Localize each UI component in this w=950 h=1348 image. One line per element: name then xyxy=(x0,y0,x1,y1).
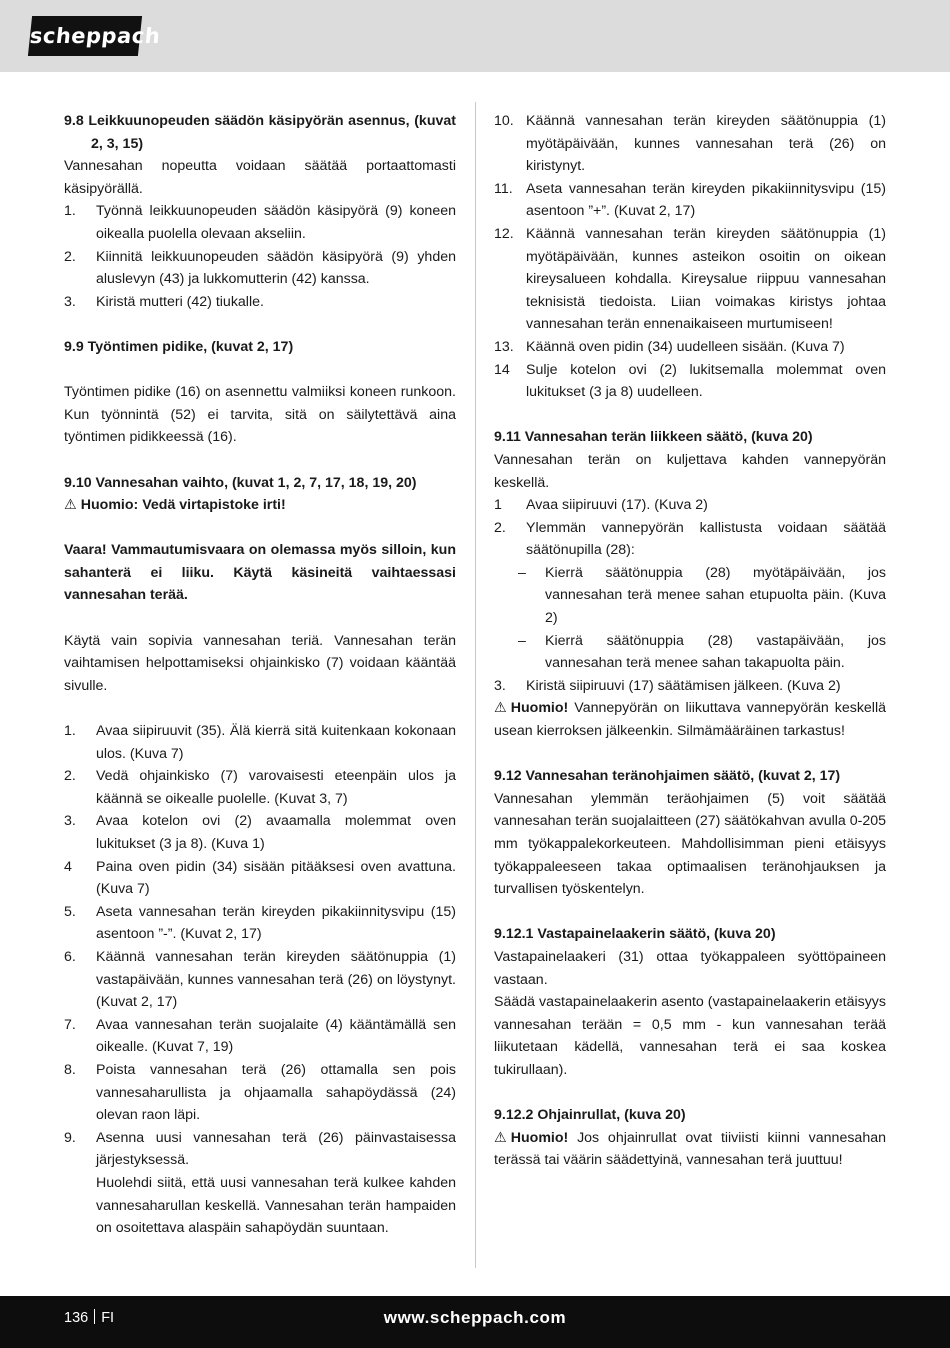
list-item: 9. Asenna uusi vannesahan terä (26) päinvastaisessa järjestyksessä. xyxy=(64,1129,456,1169)
section-9-10-danger: Vaara! Vammautumisvaara on olemassa myös silloin, kun sahanterä ei liiku. Käytä käsineitä vaihtaessasi vannesahan terää. xyxy=(64,542,456,604)
list-item: 3. Kiristä siipiruuvi (17) säätämisen jälkeen. (Kuva 2) xyxy=(494,677,841,694)
section-9-9-text: Työntimen pidike (16) on asennettu valmiiksi koneen runkoon. Kun työnnintä (52) ei tarvita, sitä on säilytettävä aina työntimen pidikkeessä (16). xyxy=(64,384,456,446)
list-item: 10. Käännä vannesahan terän kireyden säätönuppia (1) myötäpäivään, kunnes vannesahan terä (26) on kiristynyt. xyxy=(494,113,886,175)
list-item: 8. Poista vannesahan terä (26) ottamalla sen pois vannesaharullista ja ohjaamalla sahapöydässä (24) olevan raon läpi. xyxy=(64,1061,456,1124)
footer-bar xyxy=(0,1296,950,1348)
list-item: 3. Avaa kotelon ovi (2) avaamalla molemmat oven lukitukset (3 ja 8). (Kuva 1) xyxy=(64,813,456,852)
left-column xyxy=(64,110,456,1240)
section-9-10-note: Huolehdi siitä, että uusi vannesahan terä kulkee kahden vannesaharullan keskellä. Vannesahan terän hampaiden on osoitettava alaspäin sahapöydän suuntaan. xyxy=(96,1174,456,1237)
warning-triangle-icon: ⚠ xyxy=(494,700,507,717)
list-item: 2. Kiinnitä leikkuunopeuden säädön käsipyörä (9) yhden aluslevyn (43) ja lukkomutterin (42) kanssa. xyxy=(64,248,456,288)
list-item: 2. Ylemmän vannepyörän kallistusta voidaan säätää säätönupilla (28): xyxy=(494,519,886,559)
list-item: 1. Avaa siipiruuvit (35). Älä kierrä sitä kuitenkaan kokonaan ulos. (Kuva 7) xyxy=(64,723,456,762)
warning-triangle-icon: ⚠ xyxy=(494,1129,507,1146)
section-9-11-warning: ⚠ Huomio! Vannepyörän on liikuttava vannepyörän keskellä usean kierroksen jälkeenkin. Silmämääräinen tarkastus! xyxy=(494,697,886,742)
language-code: FI xyxy=(101,1310,115,1326)
warning-triangle-icon: ⚠ xyxy=(64,497,77,514)
section-9-9-title: 9.9 Työntimen pidike, (kuvat 2, 17) xyxy=(64,338,294,355)
section-9-12-1-title: 9.12.1 Vastapainelaakerin säätö, (kuva 20) xyxy=(494,926,776,943)
website-url: www.scheppach.com xyxy=(383,1308,567,1327)
list-item: 11. Aseta vannesahan terän kireyden pikakiinnitysvipu (15) asentoon ”+”. (Kuvat 2, 17) xyxy=(494,180,886,220)
section-9-12-2-warning: ⚠ Huomio! Jos ohjainrullat ovat tiiviisti kiinni vannesahan terässä tai väärin säädettyinä, vannesahan terä juuttuu! xyxy=(494,1127,886,1172)
section-9-8-intro: Vannesahan nopeutta voidaan säätää portaattomasti käsipyörällä. xyxy=(64,158,456,197)
list-item: 1. Työnnä leikkuunopeuden säädön käsipyörä (9) koneen oikealla puolella olevaan akseliin. xyxy=(64,203,456,242)
list-item: 6. Käännä vannesahan terän kireyden säätönuppia (1) vastapäivään, kunnes vannesahan terä (26) on löystynyt. (Kuvat 2, 17) xyxy=(64,948,456,1011)
list-item: 7. Avaa vannesahan terän suojalaite (4) kääntämällä sen oikealle. (Kuvat 7, 19) xyxy=(64,1016,456,1056)
section-9-8-title: 9.8 Leikkuunopeuden säädön käsipyörän asennus, (kuvat 2, 3, 15) xyxy=(64,113,456,152)
list-item: 4 Paina oven pidin (34) sisään pitääksesi oven avattuna. (Kuva 7) xyxy=(64,858,456,898)
section-9-10-list-continued xyxy=(494,110,886,404)
list-item: 5. Aseta vannesahan terän kireyden pikakiinnitysvipu (15) asentoon ”-”. (Kuvat 2, 17) xyxy=(64,903,456,943)
section-9-10-text: Käytä vain sopivia vannesahan teriä. Vannesahan terän vaihtamisen helpottamiseksi ohjainkisko (7) voidaan kääntää sivulle. xyxy=(64,632,456,694)
section-9-11-intro: Vannesahan terän on kuljettava kahden vannepyörän keskellä. xyxy=(494,451,886,491)
dash-item: – Kierrä säätönuppia (28) myötäpäivään, jos vannesahan terä menee sahan etupuolta päin. (Kuva 2) xyxy=(518,564,886,627)
dash-item: – Kierrä säätönuppia (28) vastapäivään, jos vannesahan terä menee sahan takapuolta päin. xyxy=(518,632,886,672)
section-9-10-warning: ⚠ Huomio: Vedä virtapistoke irti! xyxy=(64,494,456,517)
list-item: 12. Käännä vannesahan terän kireyden säätönuppia (1) myötäpäivään, kunnes asteikon osoitin on oikean kireysalueen kohdalla. Kireysalue riippuu vannesahan teknisistä tiedoista. Liian voimakas kiristys johtaa vannesahan terän ennenaikaiseen murtumiseen! xyxy=(494,225,886,333)
page-number: 136 xyxy=(64,1310,89,1326)
section-9-12-title: 9.12 Vannesahan teränohjaimen säätö, (kuvat 2, 17) xyxy=(494,768,841,785)
section-9-8-list xyxy=(64,200,456,313)
column-divider xyxy=(475,102,476,1268)
right-column xyxy=(494,110,886,1172)
section-9-10-list xyxy=(64,720,456,1172)
section-9-12-1-text-2: Säädä vastapainelaakerin asento (vastapainelaakerin etäisyys vannesahan terään = 0,5 mm - kun vannesahan terää liikutetaan kädellä, vannesahan terä ei saa koskea tukirullaan). xyxy=(494,994,886,1078)
header-bar xyxy=(0,0,950,72)
section-9-12-1-text: Vastapainelaakeri (31) ottaa työkappaleen syöttöpaineen vastaan. xyxy=(494,948,886,988)
section-9-10-title: 9.10 Vannesahan vaihto, (kuvat 1, 2, 7, 17, 18, 19, 20) xyxy=(64,474,417,491)
list-item: 1 Avaa siipiruuvi (17). (Kuva 2) xyxy=(494,497,708,514)
scheppach-logo: scheppach xyxy=(28,16,142,56)
list-item: 14 Sulje kotelon ovi (2) lukitsemalla molemmat oven lukitukset (3 ja 8) uudelleen. xyxy=(494,361,886,401)
section-9-11-title: 9.11 Vannesahan terän liikkeen säätö, (kuva 20) xyxy=(494,429,813,446)
section-9-12-2-title: 9.12.2 Ohjainrullat, (kuva 20) xyxy=(494,1107,686,1124)
list-item: 3. Kiristä mutteri (42) tiukalle. xyxy=(64,293,264,310)
list-item: 13. Käännä oven pidin (34) uudelleen sisään. (Kuva 7) xyxy=(494,338,845,355)
section-9-12-text: Vannesahan ylemmän teräohjaimen (5) voit säätää vannesahan terän suojalaitteen (27) säätökahvan avulla 0-205 mm työkappalekorkeuteen. Mahdollisimman pieni etäisyys työkappaleeseen takaa optimaalisen teränohjauksen ja turvallisen työskentelyn. xyxy=(494,790,887,898)
list-item: 2. Vedä ohjainkisko (7) varovaisesti eteenpäin ulos ja käännä se oikealle puolelle. (Kuvat 3, 7) xyxy=(64,768,456,807)
